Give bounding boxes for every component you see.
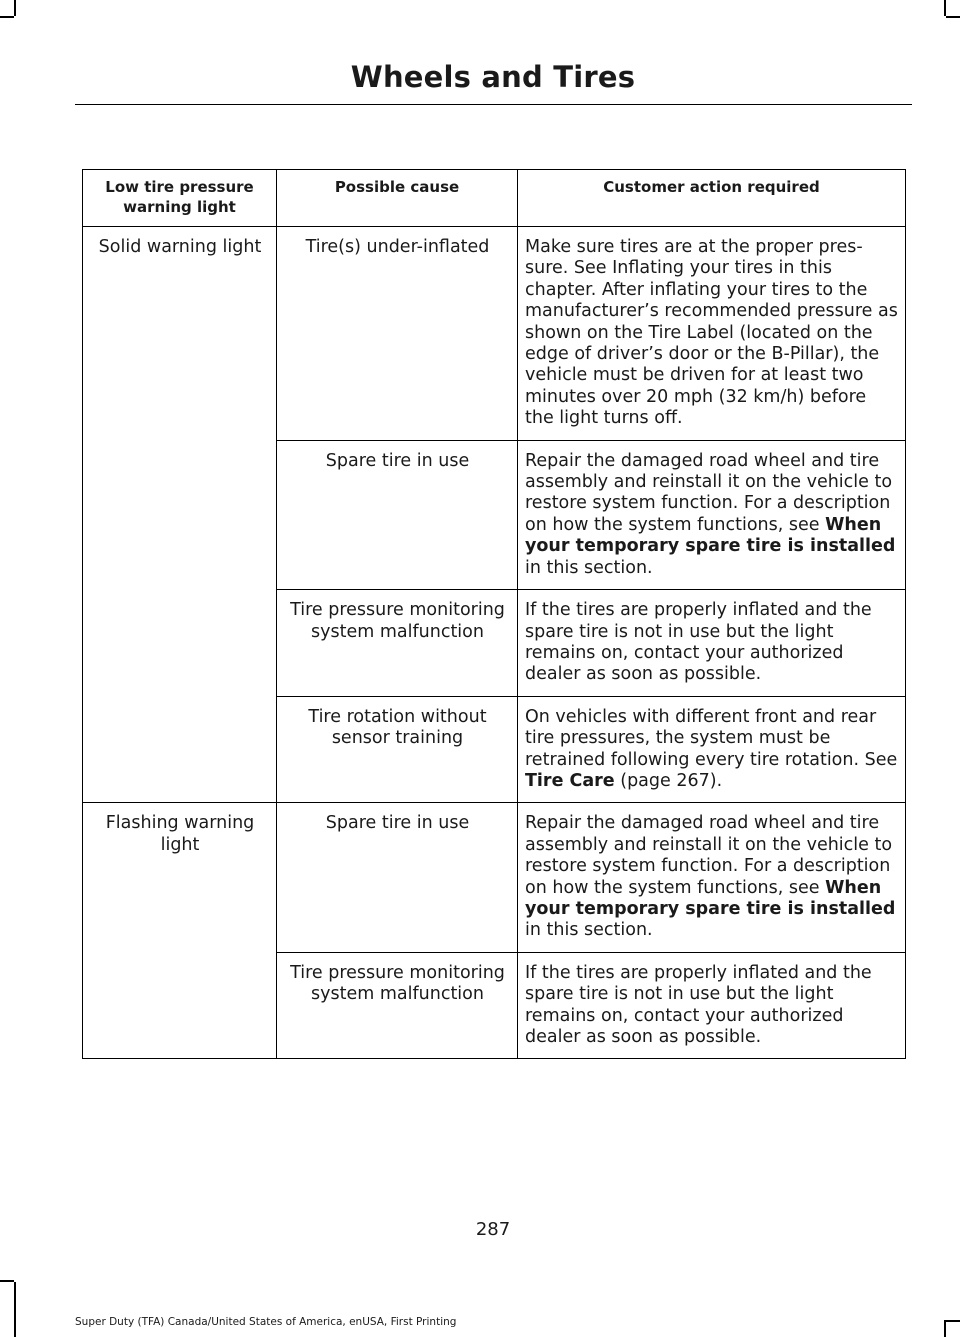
tpms-table: [82, 169, 906, 1059]
action-text: Make sure tires are at the proper pres-sure. See Inflating your tires in this chapter. After inflating your tires to the manufacturer’s recommended pressure as shown on the Tire Label (located on the edge of driver’s door or the B-Pillar), the vehicle must be driven for at least two minutes over 20 mph (32 km/h) before the light turns off.: [525, 237, 898, 429]
action-text: If the tires are properly inflated and the spare tire is not in use but the light remains on, contact your authorized dealer as soon as possible.: [525, 600, 872, 685]
possible-cause-cell: Tire pressure monitoring system malfunction: [277, 590, 518, 697]
warning-light-cell: Flashing warning light: [83, 803, 277, 1059]
table-body: [83, 227, 906, 1059]
crop-mark: [946, 16, 960, 18]
customer-action-cell: [518, 590, 906, 697]
action-text: in this section.: [525, 557, 653, 578]
customer-action-cell: [518, 803, 906, 952]
column-header: Low tire pressure warning light: [83, 170, 277, 227]
action-text: in this section.: [525, 920, 653, 941]
possible-cause-cell: Tire rotation without sensor training: [277, 696, 518, 803]
crop-mark: [946, 1320, 960, 1322]
page-number: 287: [475, 1219, 511, 1240]
customer-action-cell: [518, 440, 906, 589]
possible-cause-cell: Tire(s) under-inflated: [277, 227, 518, 441]
crop-mark: [0, 16, 14, 18]
action-text: Repair the damaged road wheel and tire assembly and reinstall it on the vehicle to restore system function. For a description on how the system functions, see: [525, 813, 893, 898]
crop-mark: [944, 0, 946, 16]
action-text: If the tires are properly inflated and the spare tire is not in use but the light remains on, contact your authorized dealer as soon as possible.: [525, 962, 872, 1047]
crop-mark: [14, 1282, 16, 1337]
column-header: Customer action required: [518, 170, 906, 227]
action-text: (page 267).: [614, 770, 723, 791]
possible-cause-cell: Spare tire in use: [277, 803, 518, 952]
customer-action-cell: [518, 227, 906, 441]
warning-light-cell: Solid warning light: [83, 227, 277, 803]
column-header: Possible cause: [277, 170, 518, 227]
table-row: [83, 227, 906, 441]
possible-cause-cell: Tire pressure monitoring system malfunction: [277, 952, 518, 1059]
table-row: [83, 803, 906, 952]
title-divider: [75, 104, 912, 105]
page-title: Wheels and Tires: [350, 60, 636, 94]
crop-mark: [0, 1280, 14, 1282]
crop-mark: [14, 0, 16, 16]
cross-reference-link-text: When your temporary spare tire is installed: [525, 514, 896, 557]
footer-text: Super Duty (TFA) Canada/United States of America, enUSA, First Printing: [75, 1316, 457, 1328]
customer-action-cell: [518, 696, 906, 803]
cross-reference-link-text: Tire Care: [525, 770, 615, 791]
action-text: On vehicles with different front and rear tire pressures, the system must be retrained following every tire rotation. See: [525, 706, 898, 770]
customer-action-cell: [518, 952, 906, 1059]
possible-cause-cell: Spare tire in use: [277, 440, 518, 589]
cross-reference-link-text: When your temporary spare tire is installed: [525, 877, 896, 919]
crop-mark: [944, 1320, 946, 1337]
action-text: Repair the damaged road wheel and tire assembly and reinstall it on the vehicle to restore system function. For a description on how the system functions, see: [525, 450, 893, 535]
table-header-row: [83, 170, 906, 227]
